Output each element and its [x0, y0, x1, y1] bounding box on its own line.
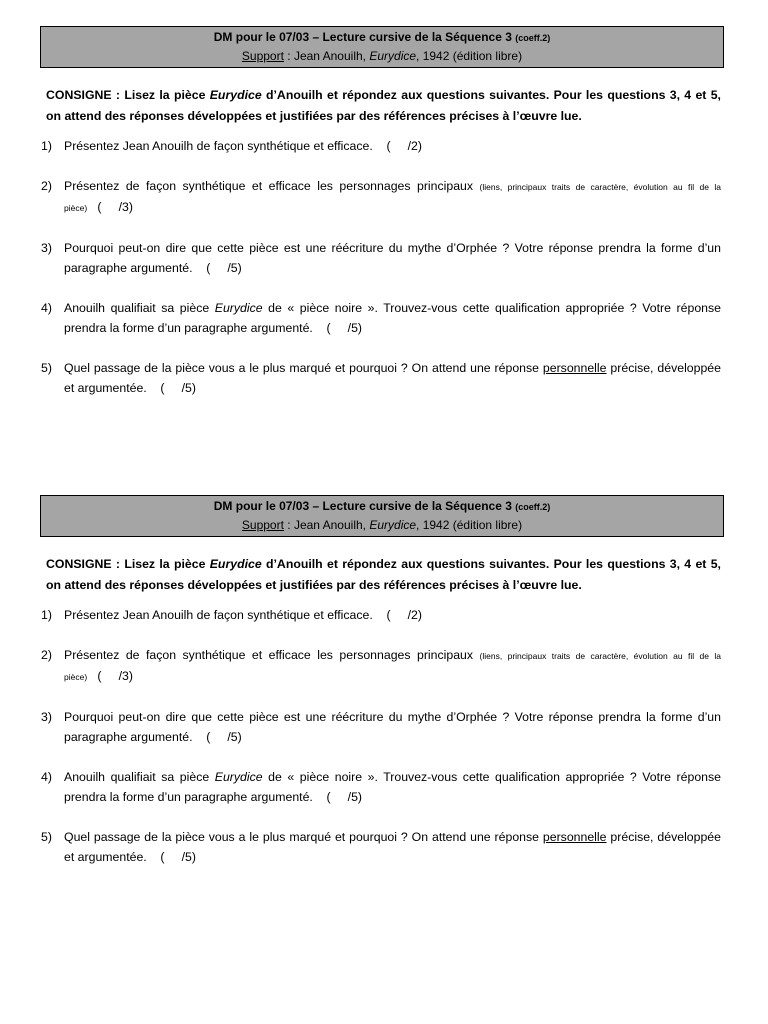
question-points: ( /5) [206, 730, 242, 744]
question-points: ( /5) [160, 850, 196, 864]
support-author: : Jean Anouilh, [283, 49, 370, 63]
question-5: 5) Quel passage de la pièce vous a le plus marqué et pourquoi ? On attend une réponse personnelle précise, développée et argumentée. ( /5) [41, 361, 721, 395]
assignment-title: DM pour le 07/03 – Lecture cursive de la Séquence 3 [213, 30, 512, 44]
question-points: ( /5) [160, 381, 196, 395]
question-points: ( /5) [326, 321, 363, 335]
support-work: Eurydice [369, 518, 417, 532]
question-points: ( /2) [386, 139, 422, 153]
question-4: 4) Anouilh qualifiait sa pièce Eurydice de « pièce noire ». Trouvez-vous cette qualification appropriée ? Votre réponse prendra la forme d’un paragraphe argumenté. ( /5) [41, 770, 721, 804]
question-1: 1) Présentez Jean Anouilh de façon synthétique et efficace. ( /2) [41, 139, 422, 153]
question-2: 2) Présentez de façon synthétique et efficace les personnages principaux (liens, principaux traits de caractère, évolution au fil de la pièce) ( /3) [41, 179, 721, 214]
support-edition: , 1942 (édition libre) [416, 518, 523, 532]
instructions: CONSIGNE : Lisez la pièce Eurydice d’Anouilh et répondez aux questions suivantes. Pour les questions 3, 4 et 5, on attend des réponses développées et justifiées par des références précises à l’œuvre lue. [46, 557, 721, 592]
assignment-header [40, 26, 724, 68]
question-4: 4) Anouilh qualifiait sa pièce Eurydice de « pièce noire ». Trouvez-vous cette qualification appropriée ? Votre réponse prendra la forme d’un paragraphe argumenté. ( /5) [41, 301, 721, 335]
support-edition: , 1942 (édition libre) [416, 49, 523, 63]
instructions: CONSIGNE : Lisez la pièce Eurydice d’Anouilh et répondez aux questions suivantes. Pour les questions 3, 4 et 5, on attend des réponses développées et justifiées par des références précises à l’œuvre lue. [46, 88, 721, 123]
question-1: 1) Présentez Jean Anouilh de façon synthétique et efficace. ( /2) [41, 608, 422, 622]
question-list [40, 605, 724, 867]
question-2: 2) Présentez de façon synthétique et efficace les personnages principaux (liens, principaux traits de caractère, évolution au fil de la pièce) ( /3) [41, 648, 721, 683]
question-3: 3) Pourquoi peut-on dire que cette pièce est une réécriture du mythe d’Orphée ? Votre réponse prendra la forme d’un paragraphe argumenté. ( /5) [41, 241, 721, 275]
question-points: ( /3) [97, 669, 133, 683]
question-note: (liens, principaux traits de caractère, évolution au fil de la pièce) [64, 651, 721, 682]
support-label: Support [241, 49, 284, 63]
assignment-sheet [40, 495, 724, 887]
support-label: Support [241, 518, 284, 532]
assignment-title: DM pour le 07/03 – Lecture cursive de la Séquence 3 [213, 499, 512, 513]
question-note: (liens, principaux traits de caractère, évolution au fil de la pièce) [64, 182, 721, 213]
question-points: ( /5) [206, 261, 242, 275]
assignment-header [40, 495, 724, 537]
question-3: 3) Pourquoi peut-on dire que cette pièce est une réécriture du mythe d’Orphée ? Votre réponse prendra la forme d’un paragraphe argumenté. ( /5) [41, 710, 721, 744]
coefficient: (coeff.2) [515, 502, 551, 512]
assignment-sheet [40, 26, 724, 418]
coefficient: (coeff.2) [515, 33, 551, 43]
support-work: Eurydice [369, 49, 417, 63]
question-points: ( /5) [326, 790, 363, 804]
question-list [40, 136, 724, 398]
support-author: : Jean Anouilh, [283, 518, 370, 532]
question-points: ( /2) [386, 608, 422, 622]
question-5: 5) Quel passage de la pièce vous a le plus marqué et pourquoi ? On attend une réponse personnelle précise, développée et argumentée. ( /5) [41, 830, 721, 864]
question-points: ( /3) [97, 200, 133, 214]
